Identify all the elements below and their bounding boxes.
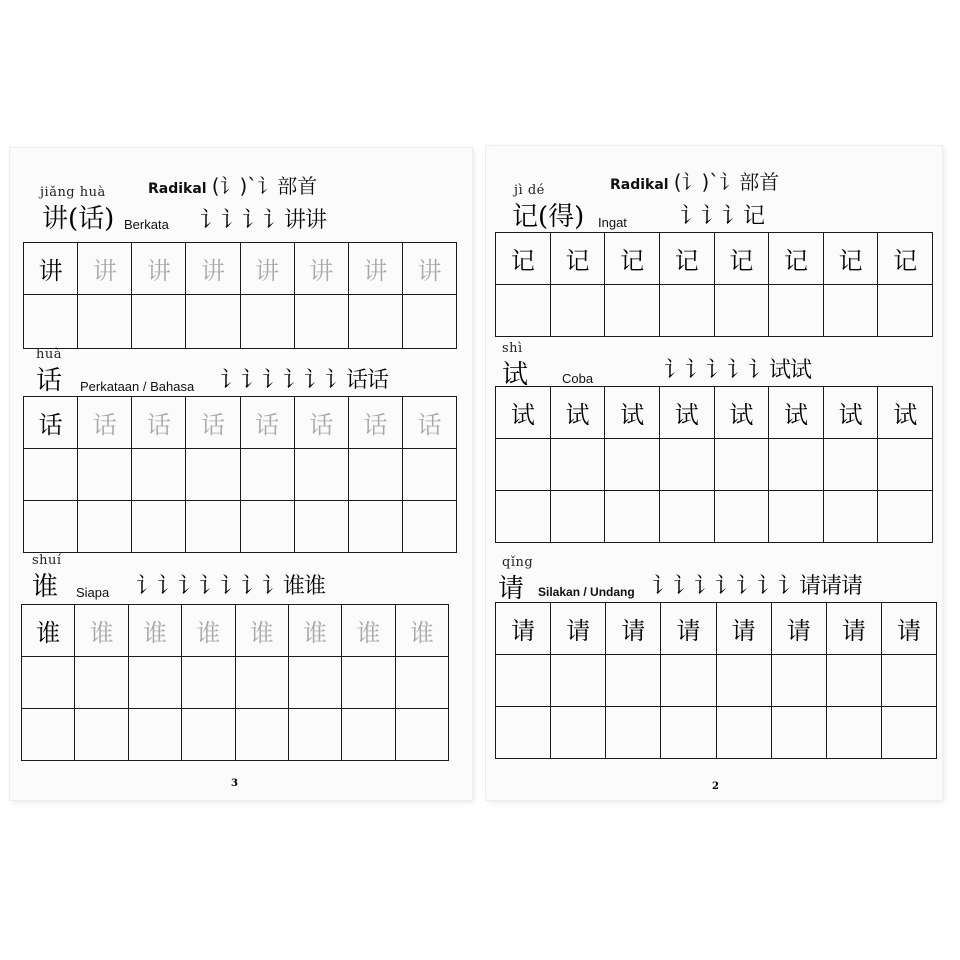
worksheet-page-right bbox=[486, 146, 942, 800]
blank-cell[interactable] bbox=[75, 709, 128, 761]
blank-cell[interactable] bbox=[342, 657, 395, 709]
blank-cell[interactable] bbox=[348, 449, 402, 501]
blank-cell[interactable] bbox=[605, 491, 660, 543]
trace-cell: 话 bbox=[348, 397, 402, 449]
radical-glyph: (讠)`讠部首 bbox=[673, 170, 780, 194]
model-cell: 试 bbox=[605, 387, 660, 439]
entry-character: 话 bbox=[36, 366, 63, 396]
trace-cell: 谁 bbox=[235, 605, 288, 657]
blank-cell[interactable] bbox=[132, 501, 186, 553]
radical-header bbox=[610, 172, 779, 192]
model-cell: 请 bbox=[716, 603, 771, 655]
blank-cell[interactable] bbox=[496, 439, 551, 491]
blank-cell[interactable] bbox=[881, 655, 936, 707]
page-number: 3 bbox=[231, 778, 238, 789]
model-cell: 话 bbox=[24, 397, 78, 449]
blank-cell[interactable] bbox=[823, 439, 878, 491]
blank-cell[interactable] bbox=[716, 655, 771, 707]
blank-cell[interactable] bbox=[550, 439, 605, 491]
entry-meaning: Perkataan / Bahasa bbox=[80, 379, 195, 394]
trace-cell: 话 bbox=[132, 397, 186, 449]
blank-cell[interactable] bbox=[826, 655, 881, 707]
blank-cell[interactable] bbox=[402, 295, 456, 349]
blank-cell[interactable] bbox=[878, 439, 933, 491]
stroke-order: 讠讠讠讠讠讠话话 bbox=[220, 368, 389, 393]
blank-cell[interactable] bbox=[661, 655, 716, 707]
blank-cell[interactable] bbox=[186, 295, 240, 349]
blank-cell[interactable] bbox=[878, 285, 933, 337]
trace-cell: 讲 bbox=[402, 243, 456, 295]
blank-cell[interactable] bbox=[881, 707, 936, 759]
model-cell: 试 bbox=[769, 387, 824, 439]
blank-cell[interactable] bbox=[659, 491, 714, 543]
blank-cell[interactable] bbox=[661, 707, 716, 759]
blank-cell[interactable] bbox=[769, 285, 824, 337]
blank-cell[interactable] bbox=[342, 709, 395, 761]
blank-cell[interactable] bbox=[659, 439, 714, 491]
stroke-order: 讠讠讠讠讲讲 bbox=[200, 208, 327, 233]
model-cell: 记 bbox=[714, 233, 769, 285]
blank-cell[interactable] bbox=[128, 657, 181, 709]
radical-label: Radikal bbox=[610, 177, 669, 193]
trace-cell: 话 bbox=[186, 397, 240, 449]
practice-grid bbox=[23, 396, 457, 553]
entry-character: 请 bbox=[498, 574, 525, 604]
blank-cell[interactable] bbox=[128, 709, 181, 761]
trace-cell: 讲 bbox=[240, 243, 294, 295]
page-number: 2 bbox=[712, 781, 719, 792]
model-cell: 记 bbox=[550, 233, 605, 285]
blank-cell[interactable] bbox=[402, 501, 456, 553]
entry-character: 谁 bbox=[32, 572, 59, 602]
blank-cell[interactable] bbox=[240, 295, 294, 349]
blank-cell[interactable] bbox=[606, 655, 661, 707]
trace-cell: 讲 bbox=[294, 243, 348, 295]
entry-character: 讲(话) bbox=[42, 204, 115, 234]
blank-cell[interactable] bbox=[550, 491, 605, 543]
trace-cell: 谁 bbox=[342, 605, 395, 657]
entry-character: 记(得) bbox=[512, 202, 585, 232]
model-cell: 请 bbox=[551, 603, 606, 655]
blank-cell[interactable] bbox=[771, 655, 826, 707]
radical-label: Radikal bbox=[148, 181, 207, 197]
model-cell: 请 bbox=[826, 603, 881, 655]
model-cell: 请 bbox=[771, 603, 826, 655]
blank-cell[interactable] bbox=[132, 449, 186, 501]
model-cell: 讲 bbox=[24, 243, 78, 295]
blank-cell[interactable] bbox=[605, 439, 660, 491]
blank-cell[interactable] bbox=[716, 707, 771, 759]
blank-cell[interactable] bbox=[78, 295, 132, 349]
stroke-order: 讠讠讠讠讠讠讠请请请 bbox=[652, 574, 863, 599]
entry-meaning: Siapa bbox=[76, 585, 110, 600]
entry-pinyin: shì bbox=[502, 341, 523, 356]
model-cell: 记 bbox=[769, 233, 824, 285]
blank-cell[interactable] bbox=[22, 709, 75, 761]
blank-cell[interactable] bbox=[550, 285, 605, 337]
trace-cell: 话 bbox=[402, 397, 456, 449]
model-cell: 请 bbox=[881, 603, 936, 655]
blank-cell[interactable] bbox=[823, 285, 878, 337]
blank-cell[interactable] bbox=[878, 491, 933, 543]
blank-cell[interactable] bbox=[496, 707, 551, 759]
blank-cell[interactable] bbox=[771, 707, 826, 759]
entry-pinyin: jiǎng huà bbox=[40, 185, 106, 200]
trace-cell: 讲 bbox=[132, 243, 186, 295]
trace-cell: 谁 bbox=[75, 605, 128, 657]
practice-grid bbox=[23, 242, 457, 349]
blank-cell[interactable] bbox=[22, 657, 75, 709]
blank-cell[interactable] bbox=[714, 491, 769, 543]
blank-cell[interactable] bbox=[496, 285, 551, 337]
blank-cell[interactable] bbox=[235, 709, 288, 761]
model-cell: 请 bbox=[661, 603, 716, 655]
blank-cell[interactable] bbox=[551, 707, 606, 759]
trace-cell: 话 bbox=[294, 397, 348, 449]
blank-cell[interactable] bbox=[75, 657, 128, 709]
trace-cell: 谁 bbox=[288, 605, 341, 657]
blank-cell[interactable] bbox=[186, 501, 240, 553]
blank-cell[interactable] bbox=[235, 657, 288, 709]
entry-pinyin: jì dé bbox=[514, 183, 545, 198]
blank-cell[interactable] bbox=[551, 655, 606, 707]
blank-cell[interactable] bbox=[288, 709, 341, 761]
entry-pinyin: qǐng bbox=[502, 555, 534, 570]
blank-cell[interactable] bbox=[714, 285, 769, 337]
radical-glyph: (讠)`讠部首 bbox=[211, 174, 318, 198]
blank-cell[interactable] bbox=[24, 501, 78, 553]
entry-meaning: Coba bbox=[562, 371, 594, 386]
blank-cell[interactable] bbox=[294, 295, 348, 349]
blank-cell[interactable] bbox=[659, 285, 714, 337]
model-cell: 请 bbox=[496, 603, 551, 655]
worksheet-page-left bbox=[10, 148, 472, 800]
entry-meaning: Ingat bbox=[598, 215, 627, 230]
blank-cell[interactable] bbox=[240, 449, 294, 501]
blank-cell[interactable] bbox=[769, 491, 824, 543]
blank-cell[interactable] bbox=[496, 655, 551, 707]
blank-cell[interactable] bbox=[24, 449, 78, 501]
model-cell: 记 bbox=[823, 233, 878, 285]
blank-cell[interactable] bbox=[78, 449, 132, 501]
model-cell: 记 bbox=[496, 233, 551, 285]
blank-cell[interactable] bbox=[395, 709, 448, 761]
model-cell: 记 bbox=[659, 233, 714, 285]
trace-cell: 讲 bbox=[348, 243, 402, 295]
trace-cell: 话 bbox=[78, 397, 132, 449]
stroke-order: 讠讠讠记 bbox=[680, 204, 765, 229]
trace-cell: 讲 bbox=[186, 243, 240, 295]
practice-grid bbox=[495, 232, 933, 337]
blank-cell[interactable] bbox=[606, 707, 661, 759]
entry-meaning: Silakan / Undang bbox=[538, 585, 635, 599]
model-cell: 试 bbox=[550, 387, 605, 439]
trace-cell: 谁 bbox=[128, 605, 181, 657]
trace-cell: 谁 bbox=[182, 605, 235, 657]
trace-cell: 谁 bbox=[395, 605, 448, 657]
blank-cell[interactable] bbox=[182, 709, 235, 761]
trace-cell: 话 bbox=[240, 397, 294, 449]
blank-cell[interactable] bbox=[132, 295, 186, 349]
blank-cell[interactable] bbox=[402, 449, 456, 501]
radical-header bbox=[148, 176, 317, 196]
entry-pinyin: shuí bbox=[32, 553, 62, 568]
blank-cell[interactable] bbox=[294, 501, 348, 553]
model-cell: 试 bbox=[823, 387, 878, 439]
model-cell: 记 bbox=[605, 233, 660, 285]
blank-cell[interactable] bbox=[294, 449, 348, 501]
blank-cell[interactable] bbox=[348, 295, 402, 349]
model-cell: 记 bbox=[878, 233, 933, 285]
practice-grid bbox=[495, 602, 937, 759]
practice-grid bbox=[495, 386, 933, 543]
model-cell: 试 bbox=[878, 387, 933, 439]
blank-cell[interactable] bbox=[24, 295, 78, 349]
model-cell: 请 bbox=[606, 603, 661, 655]
entry-pinyin: huà bbox=[36, 347, 62, 362]
blank-cell[interactable] bbox=[348, 501, 402, 553]
blank-cell[interactable] bbox=[714, 439, 769, 491]
entry-meaning: Berkata bbox=[124, 217, 169, 232]
blank-cell[interactable] bbox=[823, 491, 878, 543]
blank-cell[interactable] bbox=[240, 501, 294, 553]
model-cell: 试 bbox=[659, 387, 714, 439]
blank-cell[interactable] bbox=[395, 657, 448, 709]
blank-cell[interactable] bbox=[288, 657, 341, 709]
practice-grid bbox=[21, 604, 449, 761]
blank-cell[interactable] bbox=[78, 501, 132, 553]
blank-cell[interactable] bbox=[496, 491, 551, 543]
blank-cell[interactable] bbox=[769, 439, 824, 491]
stroke-order: 讠讠讠讠讠试试 bbox=[664, 358, 812, 383]
blank-cell[interactable] bbox=[826, 707, 881, 759]
blank-cell[interactable] bbox=[186, 449, 240, 501]
stroke-order: 讠讠讠讠讠讠讠谁谁 bbox=[136, 574, 326, 599]
model-cell: 谁 bbox=[22, 605, 75, 657]
trace-cell: 讲 bbox=[78, 243, 132, 295]
entry-character: 试 bbox=[502, 360, 529, 390]
blank-cell[interactable] bbox=[182, 657, 235, 709]
model-cell: 试 bbox=[714, 387, 769, 439]
model-cell: 试 bbox=[496, 387, 551, 439]
blank-cell[interactable] bbox=[605, 285, 660, 337]
